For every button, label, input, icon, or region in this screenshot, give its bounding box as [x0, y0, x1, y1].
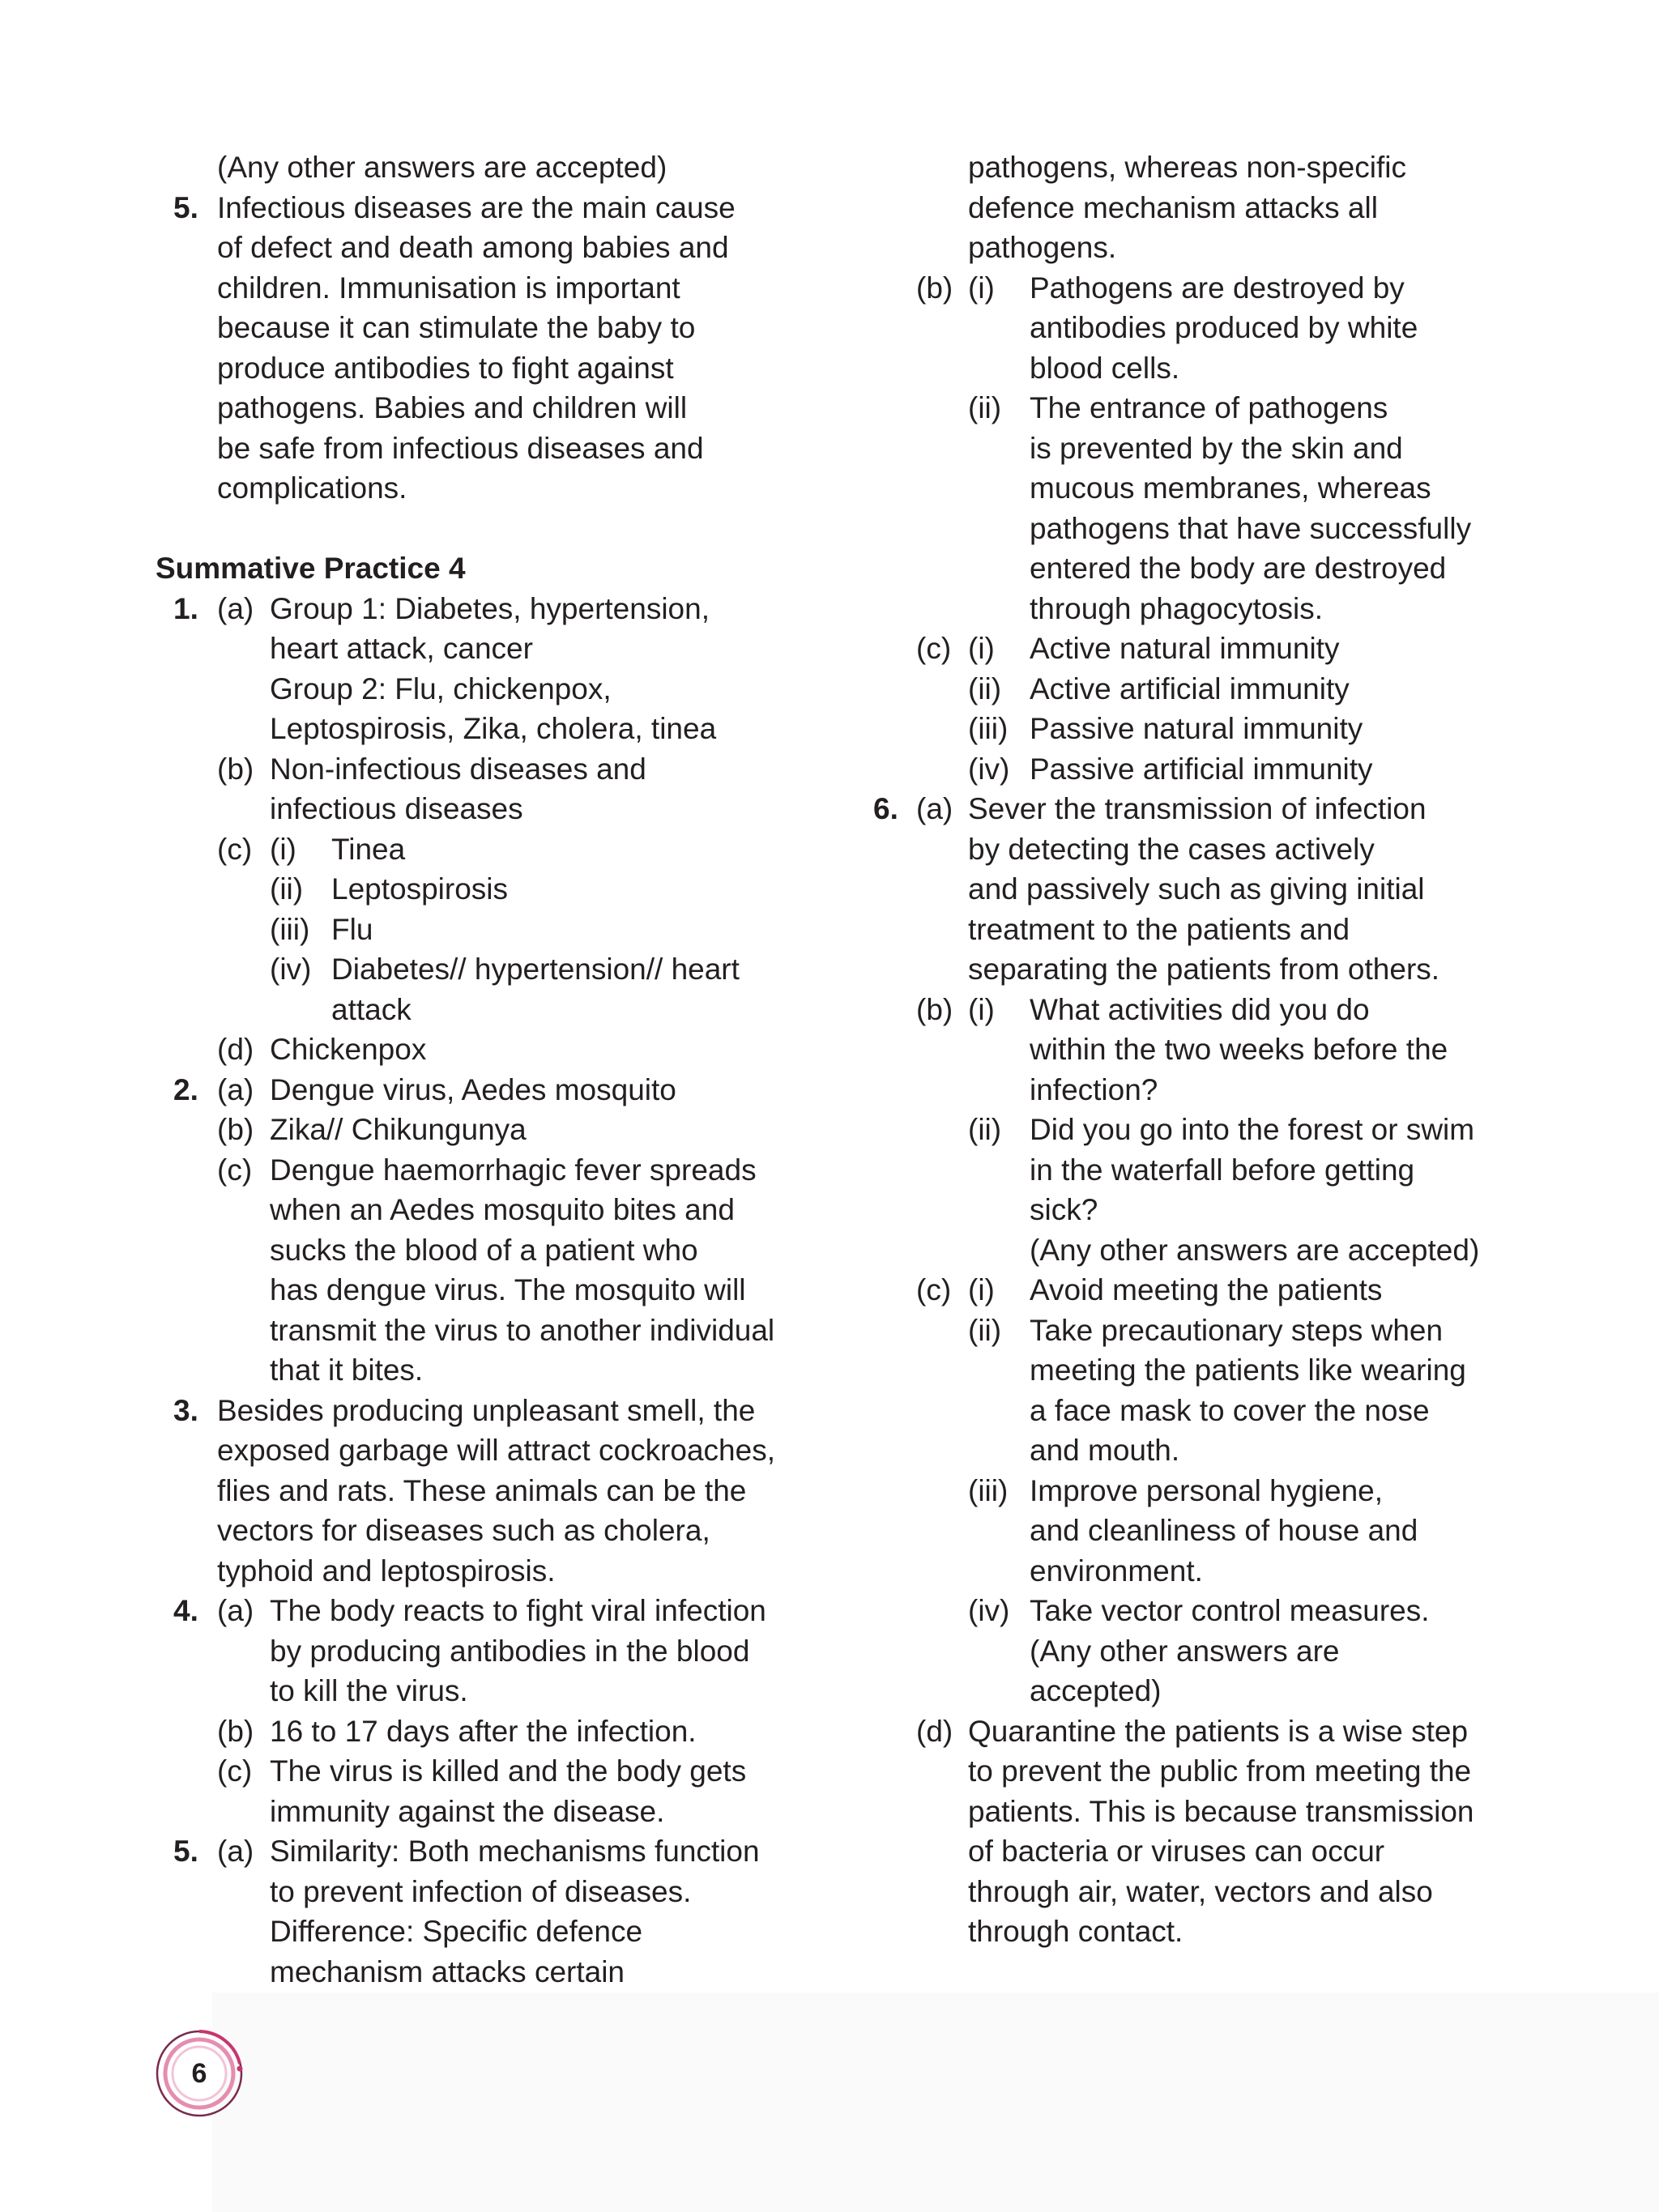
part-label: (b)	[916, 271, 953, 305]
part-label: (a)	[217, 1594, 254, 1627]
text-line: in the waterfall before getting	[1030, 1153, 1415, 1187]
text-line: and cleanliness of house and	[1030, 1514, 1418, 1547]
text-line: Leptospirosis	[331, 872, 509, 906]
text-line: that it bites.	[270, 1353, 424, 1387]
text-line: Leptospirosis, Zika, cholera, tinea	[270, 712, 717, 745]
text-line: Group 2: Flu, chickenpox,	[270, 672, 612, 705]
subpart-label: (ii)	[968, 1314, 1002, 1347]
text-line: be safe from infectious diseases and	[217, 432, 704, 465]
subpart-label: (ii)	[968, 391, 1002, 424]
text-line: Take vector control measures.	[1030, 1594, 1430, 1627]
text-line: flies and rats. These animals can be the	[217, 1474, 747, 1507]
text-line: Chickenpox	[270, 1033, 427, 1066]
part-label: (c)	[217, 1153, 253, 1187]
text-line: Passive artificial immunity	[1030, 752, 1373, 786]
text-line: (Any other answers are	[1030, 1634, 1340, 1668]
text-line: to kill the virus.	[270, 1674, 468, 1707]
text-line: antibodies produced by white	[1030, 311, 1418, 344]
text-line: entered the body are destroyed	[1030, 552, 1447, 585]
text-line: environment.	[1030, 1554, 1203, 1588]
part-label: (b)	[916, 993, 953, 1026]
page-background-shade	[212, 1993, 1659, 2212]
subpart-label: (ii)	[968, 1113, 1002, 1146]
subpart-label: (ii)	[270, 872, 304, 906]
part-label: (d)	[217, 1033, 254, 1066]
part-label: (c)	[916, 1273, 952, 1306]
text-line: because it can stimulate the baby to	[217, 311, 696, 344]
text-line: children. Immunisation is important	[217, 271, 680, 305]
text-line: Zika// Chikungunya	[270, 1113, 527, 1146]
text-line: separating the patients from others.	[968, 953, 1440, 986]
text-line: sucks the blood of a patient who	[270, 1234, 698, 1267]
subpart-label: (i)	[968, 271, 995, 305]
part-label: (d)	[916, 1715, 953, 1748]
subpart-label: (iv)	[270, 953, 312, 986]
text-line: patients. This is because transmission	[968, 1795, 1474, 1828]
text-line: Did you go into the forest or swim	[1030, 1113, 1475, 1146]
text-line: pathogens.	[968, 231, 1117, 264]
subpart-label: (ii)	[968, 672, 1002, 705]
text-line: has dengue virus. The mosquito will	[270, 1273, 746, 1306]
text-line: accepted)	[1030, 1674, 1162, 1707]
text-line: (Any other answers are accepted)	[1030, 1234, 1480, 1267]
subpart-label: (iii)	[968, 712, 1009, 745]
text-line: to prevent the public from meeting the	[968, 1754, 1472, 1788]
part-label: (a)	[217, 1073, 254, 1106]
text-line: vectors for diseases such as cholera,	[217, 1514, 710, 1547]
text-line: through phagocytosis.	[1030, 592, 1324, 625]
text-line: of bacteria or viruses can occur	[968, 1835, 1385, 1868]
text-line: exposed garbage will attract cockroaches,	[217, 1434, 775, 1467]
text-line: attack	[331, 993, 412, 1026]
text-line: infection?	[1030, 1073, 1158, 1106]
text-line: produce antibodies to fight against	[217, 352, 674, 385]
text-line: (Any other answers are accepted)	[217, 151, 667, 184]
text-line: What activities did you do	[1030, 993, 1370, 1026]
text-line: Take precautionary steps when	[1030, 1314, 1444, 1347]
text-line: Quarantine the patients is a wise step	[968, 1715, 1469, 1748]
text-line: The body reacts to fight viral infection	[270, 1594, 766, 1627]
text-line: Tinea	[331, 833, 406, 866]
question-number: 1.	[173, 592, 198, 625]
text-line: through contact.	[968, 1915, 1183, 1948]
text-line: Dengue haemorrhagic fever spreads	[270, 1153, 757, 1187]
text-line: mechanism attacks certain	[270, 1955, 625, 1988]
page-number: 6	[191, 2058, 207, 2089]
text-line: when an Aedes mosquito bites and	[270, 1193, 735, 1226]
subpart-label: (iii)	[270, 913, 310, 946]
text-line: Active artificial immunity	[1030, 672, 1350, 705]
text-line: mucous membranes, whereas	[1030, 471, 1431, 505]
text-line: pathogens that have successfully	[1030, 512, 1472, 545]
subpart-label: (i)	[270, 833, 296, 866]
text-line: by producing antibodies in the blood	[270, 1634, 750, 1668]
text-line: Sever the transmission of infection	[968, 792, 1427, 825]
text-line: typhoid and leptospirosis.	[217, 1554, 556, 1588]
text-line: Improve personal hygiene,	[1030, 1474, 1384, 1507]
subpart-label: (iii)	[968, 1474, 1009, 1507]
text-line: The entrance of pathogens	[1030, 391, 1388, 424]
text-line: through air, water, vectors and also	[968, 1875, 1433, 1908]
part-label: (c)	[916, 632, 952, 665]
text-line: Besides producing unpleasant smell, the	[217, 1394, 756, 1427]
text-line: by detecting the cases actively	[968, 833, 1375, 866]
subpart-label: (i)	[968, 632, 995, 665]
text-line: blood cells.	[1030, 352, 1180, 385]
text-line: is prevented by the skin and	[1030, 432, 1403, 465]
text-line: Similarity: Both mechanisms function	[270, 1835, 760, 1868]
subpart-label: (i)	[968, 993, 995, 1026]
text-line: complications.	[217, 471, 407, 505]
text-line: immunity against the disease.	[270, 1795, 665, 1828]
text-line: within the two weeks before the	[1030, 1033, 1448, 1066]
question-number: 5.	[173, 191, 198, 224]
text-line: a face mask to cover the nose	[1030, 1394, 1430, 1427]
text-line: treatment to the patients and	[968, 913, 1350, 946]
part-label: (b)	[217, 1113, 254, 1146]
text-line: Active natural immunity	[1030, 632, 1340, 665]
text-line: Diabetes// hypertension// heart	[331, 953, 740, 986]
text-line: defence mechanism attacks all	[968, 191, 1378, 224]
question-number: 5.	[173, 1835, 198, 1868]
part-label: (b)	[217, 752, 254, 786]
text-line: Flu	[331, 913, 373, 946]
text-line: Group 1: Diabetes, hypertension,	[270, 592, 710, 625]
part-label: (a)	[916, 792, 953, 825]
part-label: (c)	[217, 1754, 253, 1788]
part-label: (c)	[217, 833, 253, 866]
question-number: 4.	[173, 1594, 198, 1627]
subpart-label: (iv)	[968, 1594, 1010, 1627]
text-line: pathogens. Babies and children will	[217, 391, 688, 424]
text-line: Passive natural immunity	[1030, 712, 1363, 745]
text-line: to prevent infection of diseases.	[270, 1875, 692, 1908]
text-line: infectious diseases	[270, 792, 523, 825]
question-number: 6.	[873, 792, 898, 825]
subpart-label: (i)	[968, 1273, 995, 1306]
part-label: (a)	[217, 1835, 254, 1868]
part-label: (b)	[217, 1715, 254, 1748]
text-line: Difference: Specific defence	[270, 1915, 643, 1948]
text-line: Avoid meeting the patients	[1030, 1273, 1383, 1306]
text-line: sick?	[1030, 1193, 1098, 1226]
text-line: heart attack, cancer	[270, 632, 533, 665]
subpart-label: (iv)	[968, 752, 1010, 786]
text-line: transmit the virus to another individual	[270, 1314, 775, 1347]
text-line: The virus is killed and the body gets	[270, 1754, 747, 1788]
text-line: of defect and death among babies and	[217, 231, 729, 264]
part-label: (a)	[217, 592, 254, 625]
section-heading: Summative Practice 4	[156, 552, 466, 585]
question-number: 2.	[173, 1073, 198, 1106]
text-line: meeting the patients like wearing	[1030, 1353, 1466, 1387]
text-line: and passively such as giving initial	[968, 872, 1425, 906]
text-line: Dengue virus, Aedes mosquito	[270, 1073, 676, 1106]
text-line: 16 to 17 days after the infection.	[270, 1715, 697, 1748]
question-number: 3.	[173, 1394, 198, 1427]
text-line: Pathogens are destroyed by	[1030, 271, 1405, 305]
text-line: pathogens, whereas non-specific	[968, 151, 1406, 184]
text-line: Infectious diseases are the main cause	[217, 191, 736, 224]
text-line: Non-infectious diseases and	[270, 752, 646, 786]
text-line: and mouth.	[1030, 1434, 1180, 1467]
